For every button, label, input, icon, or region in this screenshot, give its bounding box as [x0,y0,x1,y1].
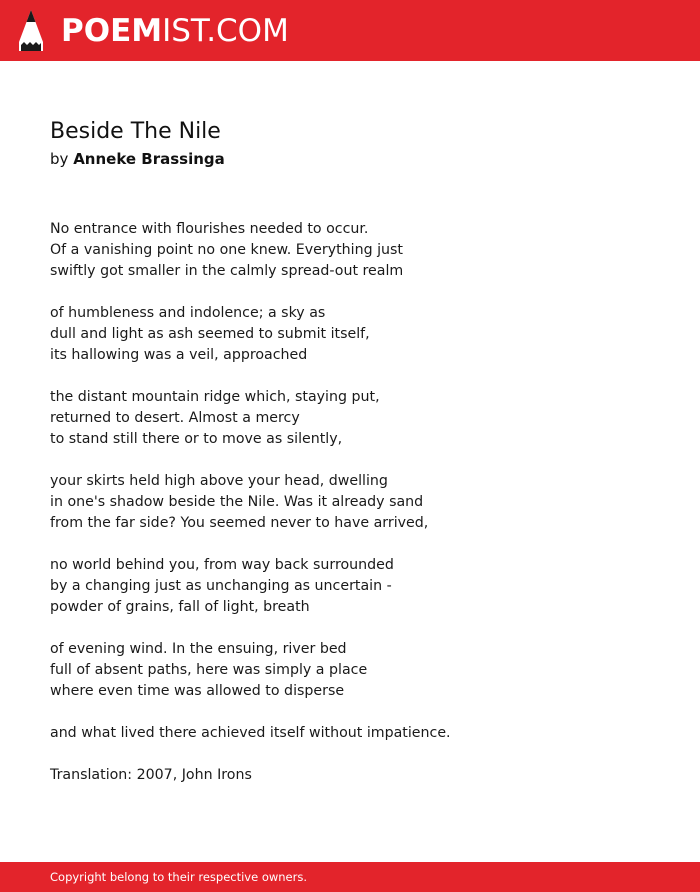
poem-line: from the far side? You seemed never to have arrived, [50,515,429,531]
logo-light-text: IST.COM [162,13,289,49]
logo-bold-text: POEM [61,13,163,49]
poem-line: swiftly got smaller in the calmly spread-out realm [50,263,404,279]
poem-line: Of a vanishing point no one knew. Everything just [50,242,403,258]
pencil-tip-icon[interactable] [18,9,44,52]
poem-line: of humbleness and indolence; a sky as [50,305,326,321]
site-logo[interactable] [61,11,289,51]
poem-line: no world behind you, from way back surrounded [50,557,394,573]
poem-line: of evening wind. In the ensuing, river bed [50,641,347,657]
stanza [50,471,650,534]
poem-line: your skirts held high above your head, dwelling [50,473,388,489]
poem-body [50,219,650,786]
poem-line: in one's shadow beside the Nile. Was it already sand [50,494,424,510]
stanza [50,387,650,450]
poem-byline [50,149,225,169]
poem-line: where even time was allowed to disperse [50,683,345,699]
poem-line: returned to desert. Almost a mercy [50,410,300,426]
poem-line: full of absent paths, here was simply a place [50,662,368,678]
stanza [50,303,650,366]
poem-line: to stand still there or to move as silently, [50,431,343,447]
poem-line: its hallowing was a veil, approached [50,347,308,363]
site-header [0,0,700,61]
stanza [50,555,650,618]
poem-line: No entrance with flourishes needed to occur. [50,221,369,237]
poem-line: dull and light as ash seemed to submit itself, [50,326,370,342]
poem-line: by a changing just as unchanging as uncertain - [50,578,392,594]
poem-title: Beside The Nile [50,119,221,144]
copyright-notice: Copyright belong to their respective owners. [50,870,308,884]
poem-author: Anneke Brassinga [73,150,225,168]
site-footer [0,862,700,892]
by-label: by [50,150,69,168]
translation-credit: Translation: 2007, John Irons [50,767,252,783]
stanza [50,723,650,744]
poem-line: and what lived there achieved itself without impatience. [50,725,451,741]
poem-line: powder of grains, fall of light, breath [50,599,310,615]
poem-line: the distant mountain ridge which, staying put, [50,389,380,405]
stanza [50,219,650,282]
stanza [50,639,650,702]
